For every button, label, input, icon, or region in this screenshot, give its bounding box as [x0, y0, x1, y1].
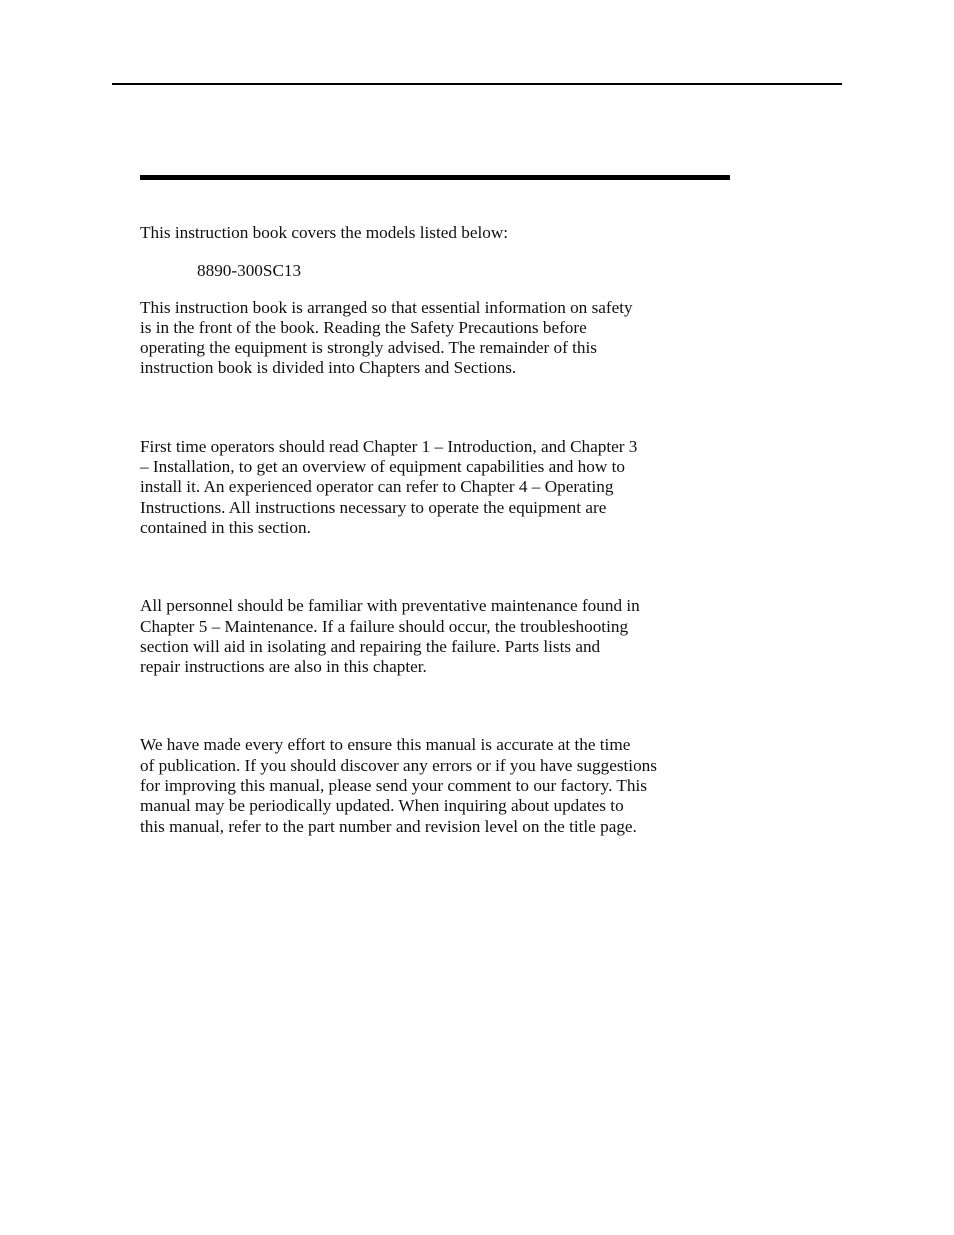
operators-paragraph: First time operators should read Chapter 1 – Introduction, and Chapter 3 – Installation, to get an overview of equipment capabilities and how to install it. An experienced operator can refer to Chapter 4 – Operating Instructions. All instructions necessary to operate the equipment are contained in this section.	[140, 436, 638, 537]
accuracy-paragraph: We have made every effort to ensure this manual is accurate at the time of publication. If you should discover any errors or if you have suggestions for improving this manual, please send your comment to our factory. This manual may be periodically updated. When inquiring about updates to this manual, refer to the part number and revision level on the title page.	[140, 735, 657, 836]
arrangement-paragraph: This instruction book is arranged so that essential information on safety is in the front of the book. Reading the Safety Precautions before operating the equipment is strongly advised. The remainder of this instruction book is divided into Chapters and Sections.	[140, 297, 633, 378]
maintenance-paragraph: All personnel should be familiar with preventative maintenance found in Chapter 5 – Maintenance. If a failure should occur, the troubleshooting section will aid in isolating and repairing the failure. Parts lists and repair instructions are also in this chapter.	[140, 596, 640, 677]
model-number: 8890-300SC13	[197, 261, 302, 281]
models-intro-text: This instruction book covers the models listed below:	[140, 223, 509, 242]
section-heading-rule	[140, 175, 730, 180]
preface-body	[140, 223, 740, 837]
page-header-rule	[112, 83, 842, 85]
